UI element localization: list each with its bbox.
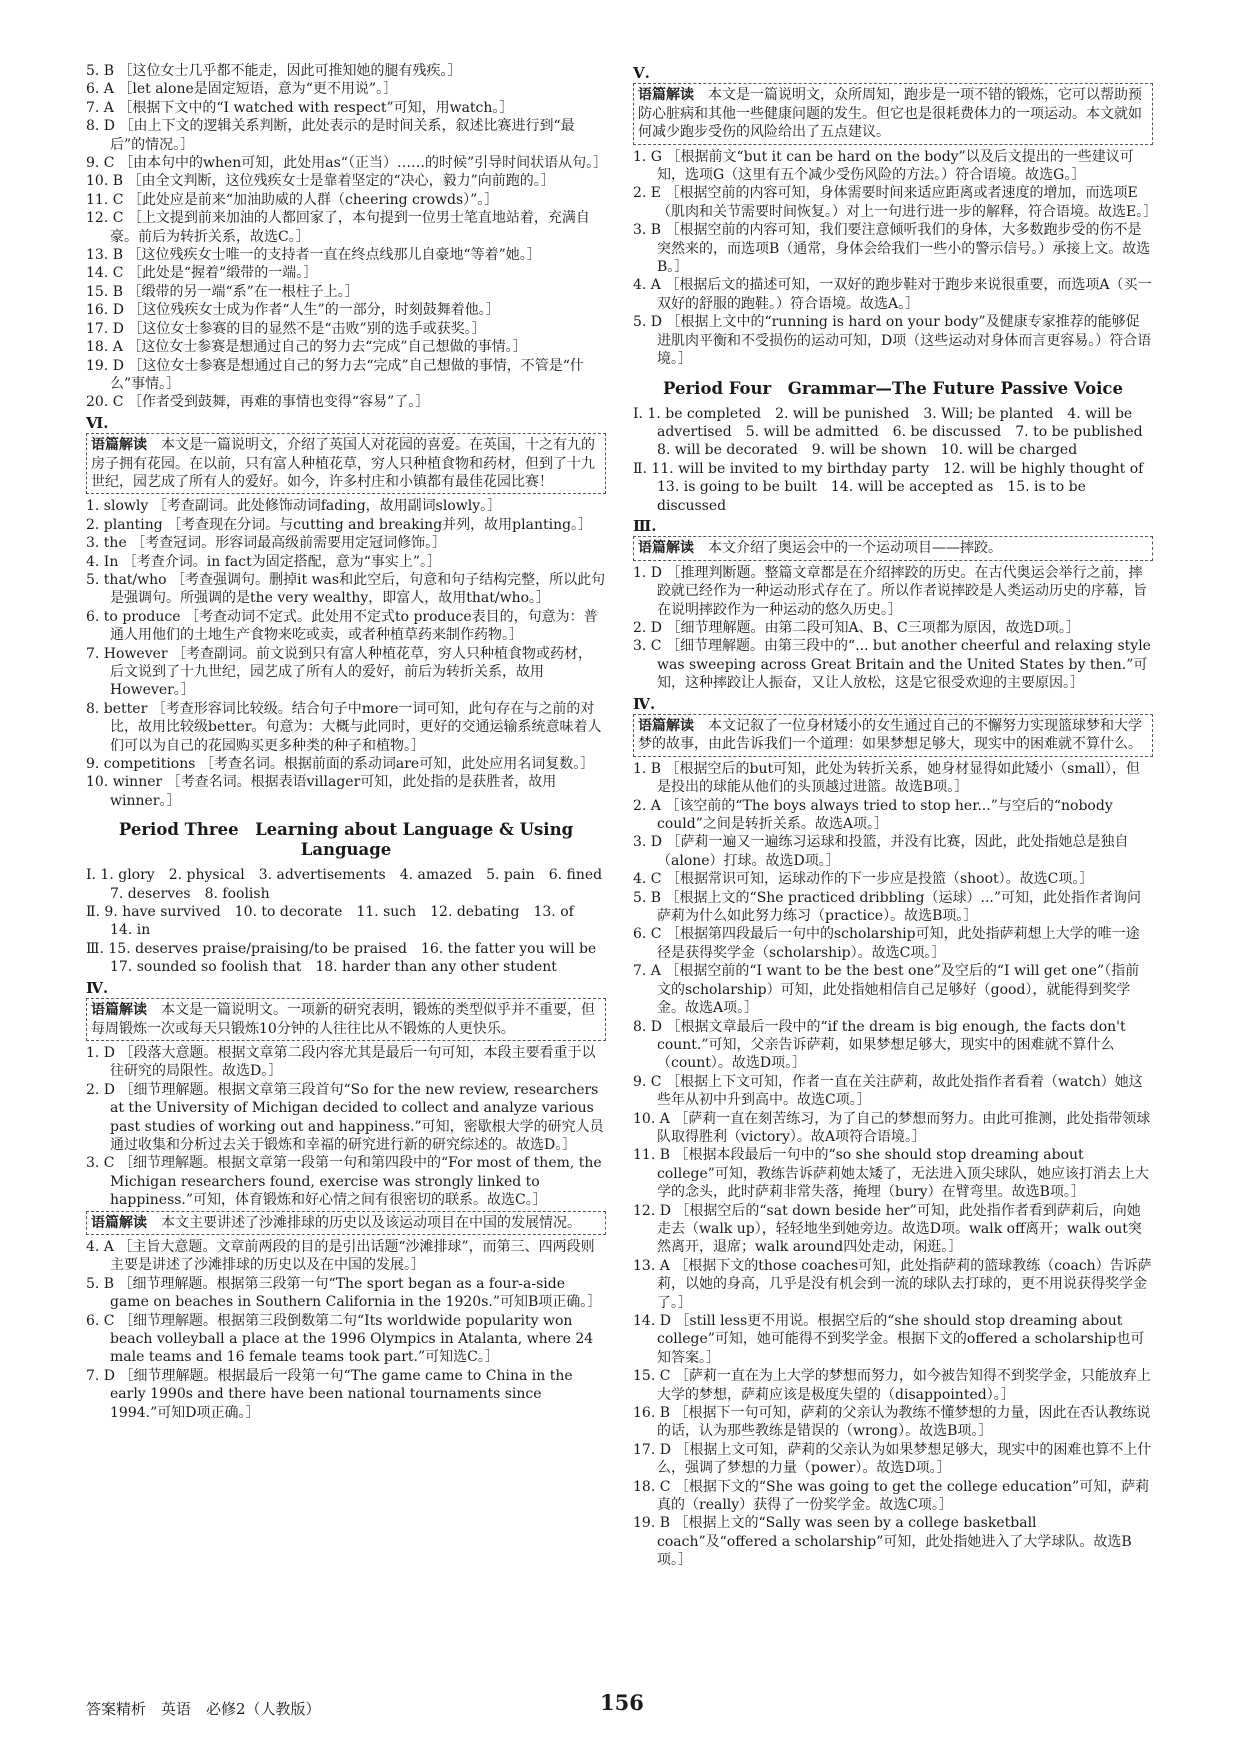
answer-item: 10. winner ［考查名词。根据表语villager可知，此处指的是获胜者，故用winner。］ (86, 774, 557, 809)
passage-summary-text: 本文是一篇说明文，介绍了英国人对花园的喜爱。在英国，十之有九的房子拥有花园。在以前，只有富人种植花草，穷人只种植食物和药材，但到了十九世纪，园艺成了所有人的爱好。如今，许多村庄和小镇都有最佳花园比赛！ (91, 437, 595, 490)
answer-item: 13. B ［这位残疾女士唯一的支持者一直在终点线那儿自豪地“等着”她。］ (86, 247, 541, 264)
answer-item: 19. B ［根据上文的“Sally was seen by a college basketball coach”及“offered a scholarship”可知，此处指她进入了大学球队。故选B项。］ (633, 1515, 1132, 1569)
answer-item: 2. A ［该空前的“The boys always tried to stop her...”与空后的“nobody could”之间是转折关系。故选A项。］ (633, 797, 1113, 833)
passage-summary-box (633, 714, 1153, 757)
passage-summary-text: 本文是一篇说明文，众所周知，跑步是一项不错的锻炼，它可以帮助预防心脏病和其他一些健康问题的发生。但它也是很耗费体力的一项运动。本文就如何减少跑步受伤的风险给出了五点建议。 (638, 87, 1142, 141)
answer-item: 4. C ［根据常识可知，运球动作的下一步应是投篮（shoot）。故选C项。］ (633, 871, 1094, 888)
answer-item: 1. G ［根据前文“but it can be hard on the body”以及后文提出的一些建议可知，选项G（这里有五个减少受伤风险的方法。）符合语境。故选G。］ (633, 148, 1134, 184)
answer-item: 1. D ［推理判断题。整篇文章都是在介绍摔跤的历史。在古代奥运会举行之前，摔跤就已经作为一种运动形式存在了。所以作者说摔跤是人类运动历史的序幕，旨在说明摔跤作为一种运动的悠久历史。］ (633, 564, 1147, 618)
answer-item: 2. E ［根据空前的内容可知，身体需要时间来适应距离或者速度的增加，而选项E（肌肉和关节需要时间恢复。）对上一句进行进一步的解释，符合语境。故选E。］ (633, 185, 1158, 220)
answer-item: 5. B ［根据上文的“She practiced dribbling（运球）...”可知，此处指作者询问萨莉为什么如此努力练习（practice）。故选B项。］ (633, 889, 1142, 925)
passage-summary-box (86, 998, 606, 1041)
passage-summary-tag: 语篇解读 (638, 87, 694, 104)
answer-item: 12. D ［根据空后的“sat down beside her”可知，此处指作者看到萨莉后，向她走去（walk up），轻轻地坐到她旁边。故选D项。walk off离开；walk out突然离开，退席；walk around四处走动，闲逛。］ (633, 1202, 1142, 1256)
right-column (633, 62, 1158, 1570)
answer-item: 4. A ［主旨大意题。文章前两段的目的是引出话题“沙滩排球”，而第三、四两段则主要是讲述了沙滩排球的历史以及在中国的发展。］ (86, 1238, 595, 1274)
answer-item: 3. C ［细节理解题。根据文章第一段第一句和第四段中的“For most of them, the Michigan researchers found, exercise was strongly linked to happiness.”可知，体育锻炼和好心情之间有很密切的联系。故选C。］ (86, 1155, 602, 1209)
answer-item: 6. C ［细节理解题。根据第三段倒数第二句“Its worldwide popularity won beach volleyball a place at the 1996 Olympics in Atalanta, where 24 male teams and 16 female teams took part.”可知选C。］ (86, 1312, 594, 1366)
answer-item: 18. A ［这位女士参赛是想通过自己的努力去“完成”自己想做的事情。］ (86, 339, 527, 356)
answer-item: 1. D ［段落大意题。根据文章第二段内容尤其是最后一句可知，本段主要看重于以往研究的局限性。故选D。］ (86, 1044, 596, 1080)
passage-summary-box (633, 83, 1153, 144)
answer-item: 7. A ［根据下文中的“I watched with respect”可知，用watch。］ (86, 99, 514, 116)
passage-summary-tag: 语篇解读 (91, 1214, 147, 1231)
answer-item: 3. D ［萨莉一遍又一遍练习运球和投篮，并没有比赛，因此，此处指她总是独自（alone）打球。故选D项。］ (633, 834, 1129, 869)
answer-item: 1. B ［根据空后的but可知，此处为转折关系，她身材显得如此矮小（small），但是投出的球能从他们的头顶越过进篮。故选B项。］ (633, 760, 1140, 796)
answer-item: 5. B ［细节理解题。根据第三段第一句“The sport began as a four-a-side game on beaches in Southern California in the 1920s.”可知B项正确。］ (86, 1275, 602, 1311)
answer-item: Ⅱ. 11. will be invited to my birthday party 12. will be highly thought of 13. is going to be built 14. will be accepted as 15. is to be discussed (633, 460, 1158, 514)
answer-item: 10. B ［由全文判断，这位残疾女士是靠着坚定的“决心，毅力”向前跑的。］ (86, 173, 555, 190)
section-heading: Ⅳ. (633, 694, 656, 713)
answer-item: 5. D ［根据上文中的“running is hard on your body”及健康专家推荐的能够促进肌肉平衡和不受损伤的运动可知，D项（这些运动对身体而言更容易。）符合语境。］ (633, 314, 1152, 368)
section-heading: Ⅴ. (633, 64, 650, 82)
passage-summary-tag: 语篇解读 (91, 1002, 147, 1019)
answer-item: 7. However ［考查副词。前文说到只有富人种植花草，穷人只种植食物或药材，后文说到了十九世纪，园艺成了所有人的爱好，前后为转折关系，故用However。］ (86, 645, 593, 699)
passage-summary-tag: 语篇解读 (91, 437, 147, 454)
answer-item: 20. C ［作者受到鼓舞，再难的事情也变得“容易”了。］ (86, 394, 430, 411)
answer-item: 17. D ［这位女士参赛的目的显然不是“击败”别的选手或获奖。］ (86, 320, 486, 337)
answer-item: 4. In ［考查介词。in fact为固定搭配，意为“事实上”。］ (86, 553, 442, 570)
answer-item: 18. C ［根据下文的“She was going to get the college education”可知，萨莉真的（really）获得了一份奖学金。故选C项。］ (633, 1478, 1150, 1514)
passage-summary-text: 本文主要讲述了沙滩排球的历史以及该运动项目在中国的发展情况。 (161, 1214, 581, 1231)
answer-item: 5. B ［这位女士几乎都不能走，因此可推知她的腿有残疾。］ (86, 63, 462, 79)
passage-summary-tag: 语篇解读 (638, 718, 694, 734)
answer-item: 3. C ［细节理解题。由第三段中的“... but another cheerful and relaxing style was sweeping across Great Britain and the United States by then.”可知，这种摔跤让人振奋，又让人放松，这是它很受欢迎的主要原因。］ (633, 638, 1151, 692)
answer-item: 9. C ［根据上下文可知，作者一直在关注萨莉，故此处指作者看着（watch）她这些年从初中升到高中。故选C项。］ (633, 1073, 1143, 1109)
section-heading: Ⅵ. (86, 413, 109, 432)
answer-item: Ⅲ. 15. deserves praise/praising/to be praised 16. the fatter you will be 17. sounded so foolish that 18. harder than any other student (86, 940, 611, 976)
answer-item: 15. B ［缎带的另一端“系”在一根柱子上。］ (86, 283, 359, 300)
answer-item: 12. C ［上文提到前来加油的人都回家了，本句提到一位男士笔直地站着，充满自豪。前后为转折关系，故选C。］ (86, 210, 590, 245)
answer-item: 6. C ［根据第四段最后一句中的scholarship可知，此处指萨莉想上大学的唯一途径是获得奖学金（scholarship）。故选C项。］ (633, 926, 1140, 961)
answer-item: 7. A ［根据空前的“I want to be the best one”及空后的“I will get one”（指前文的scholarship）可知，此处指她相信自己足够好（good），就能得到奖学金。故选A项。］ (633, 963, 1140, 1017)
answer-item: 8. D ［根据文章最后一段中的“if the dream is big enough, the facts don't count.”可知，父亲告诉萨莉，如果梦想足够大，现实中的困难就不算什么（count）。故选D项。］ (633, 1018, 1126, 1072)
passage-summary-text: 本文是一篇说明文。一项新的研究表明，锻炼的类型似乎并不重要，但每周锻炼一次或每天只锻炼10分钟的人往往比从不锻炼的人更快乐。 (91, 1002, 595, 1037)
answer-item: 8. D ［由上下文的逻辑关系判断，此处表示的是时间关系，叙述比赛进行到“最后”的情况。］ (86, 118, 575, 153)
answer-item: 1. slowly ［考查副词。此处修饰动词fading，故用副词slowly。］ (86, 498, 502, 515)
answer-item: 6. to produce ［考查动词不定式。此处用不定式to produce表目的，句意为：普通人用他们的土地生产食物来吃或卖，或者种植草药来制作药物。］ (86, 608, 598, 644)
passage-summary-tag: 语篇解读 (638, 540, 694, 557)
answer-item: 14. C ［此处是“握着”缎带的一端。］ (86, 265, 318, 282)
passage-summary-text: 本文介绍了奥运会中的一个运动项目——摔跤。 (708, 540, 1002, 557)
passage-summary-box (86, 1211, 606, 1235)
answer-item: 19. D ［这位女士参赛是想通过自己的努力去“完成”自己想做的事情，不管是“什么”事情。］ (86, 357, 584, 392)
answer-item: 15. C ［萨莉一直在为上大学的梦想而努力，如今被告知得不到奖学金，只能放弃上大学的梦想，萨莉应该是极度失望的（disappointed）。］ (633, 1368, 1151, 1403)
answer-item: 6. A ［let alone是固定短语，意为“更不用说”。］ (86, 81, 398, 98)
answer-item: 10. A ［萨莉一直在刻苦练习，为了自己的梦想而努力。由此可推测，此处指带领球队取得胜利（victory）。故A项符合语境。］ (633, 1110, 1151, 1145)
answer-item: 3. the ［考查冠词。形容词最高级前需要用定冠词修饰。］ (86, 535, 447, 552)
answer-item: 2. D ［细节理解题。根据文章第三段首句“So for the new review, researchers at the University of Michigan decided to collect and analyze various past studies of working out and happiness.”可知，密歇根大学的研究人员通过收集和分析过去关于锻炼和幸福的研究进行新的研究综述的。故选D。］ (86, 1081, 604, 1153)
answer-item: 2. planting ［考查现在分词。与cutting and breaking并列，故用planting。］ (86, 516, 593, 533)
book-title-footer: 答案精析 英语 必修2（人教版） (86, 1700, 321, 1718)
answer-item: 11. B ［根据本段最后一句中的“so she should stop dreaming about college”可知，教练告诉萨莉她太矮了，无法进入顶尖球队，她应该打消去上大学的念头，此时萨莉非常失落，掩埋（bury）在臂弯里。故选B项。］ (633, 1147, 1149, 1201)
answer-item: 5. that/who ［考查强调句。删掉it was和此空后，句意和句子结构完整，所以此句是强调句。所强调的是the very wealthy，即富人，故用that/who。］ (86, 571, 606, 607)
answer-item: 9. C ［由本句中的when可知，此处用as“（正当）……的时候”引导时间状语从句。］ (86, 155, 608, 172)
answer-item: 7. D ［细节理解题。根据最后一段第一句“The game came to China in the early 1990s and there have been national tournaments since 1994.”可知D项正确。］ (86, 1367, 573, 1421)
answer-item: Ⅱ. 9. have survived 10. to decorate 11. such 12. debating 13. of 14. in (86, 904, 588, 939)
answer-item: 9. competitions ［考查名词。根据前面的系动词are可知，此处应用名词复数。］ (86, 756, 595, 773)
answer-item: 14. D ［still less更不用说。根据空后的“she should stop dreaming about college”可知，她可能得不到奖学金。根据下文的offered a scholarship也可知答案。］ (633, 1313, 1145, 1366)
answer-item: 17. D ［根据上文可知，萨莉的父亲认为如果梦想足够大，现实中的困难也算不上什么，强调了梦想的力量（power）。故选D项。］ (633, 1441, 1152, 1477)
answer-item: 16. D ［这位残疾女士成为作者“人生”的一部分，时刻鼓舞着他。］ (86, 302, 500, 319)
answer-item: 8. better ［考查形容词比较级。结合句子中more一词可知，此句存在与之前的对比，故用比较级better。句意为：大概与此同时，更好的交通运输系统意味着人们可以为自己的花园购买更多种类的种子和植物。］ (86, 700, 602, 754)
answer-item: 4. A ［根据后文的描述可知，一双好的跑步鞋对于跑步来说很重要，而选项A（买一双好的舒服的跑鞋。）符合语境。故选A。］ (633, 277, 1152, 312)
left-column (86, 62, 617, 1422)
page-number: 156 (600, 1690, 644, 1715)
passage-summary-box (633, 536, 1153, 560)
section-heading: Ⅳ. (86, 978, 109, 997)
answer-item: 13. A ［根据下文的those coaches可知，此处指萨莉的篮球教练（coach）告诉萨莉，以她的身高，几乎是没有机会到一流的球队去打球的，更不用说获得奖学金了。］ (633, 1257, 1152, 1311)
answer-item: Ⅰ. 1. be completed 2. will be punished 3. Will; be planted 4. will be advertised 5. will be admitted 6. be discussed 7. to be published 8. will be decorated 9. will be shown 10. will be charged (633, 405, 1157, 459)
period-heading: Period Three Learning about Language & Using Language (118, 820, 574, 860)
answer-item: 16. B ［根据下一句可知，萨莉的父亲认为教练不懂梦想的力量，因此在否认教练说的话，认为那些教练是错误的（wrong）。故选B项。］ (633, 1405, 1151, 1440)
answer-item: 2. D ［细节理解题。由第二段可知A、B、C三项都为原因，故选D项。］ (633, 619, 1080, 636)
answer-item: Ⅰ. 1. glory 2. physical 3. advertisements 4. amazed 5. pain 6. fined 7. deserves 8. foolish (86, 867, 617, 902)
passage-summary-text: 本文记叙了一位身材矮小的女生通过自己的不懈努力实现篮球梦和大学梦的故事，由此告诉我们一个道理：如果梦想足够大，现实中的困难就不算什么。 (638, 718, 1142, 753)
answer-item: 11. C ［此处应是前来“加油助威的人群（cheering crowds）”。］ (86, 191, 499, 208)
period-heading: Period Four Grammar—The Future Passive Voice (663, 378, 1123, 398)
section-heading: Ⅲ. (633, 516, 657, 535)
passage-summary-box (86, 433, 606, 494)
answer-item: 3. B ［根据空前的内容可知，我们要注意倾听我们的身体，大多数跑步受的伤不是突然来的，而选项B（通常，身体会给我们一些小的警示信号。）承接上文。故选B。］ (633, 222, 1151, 276)
